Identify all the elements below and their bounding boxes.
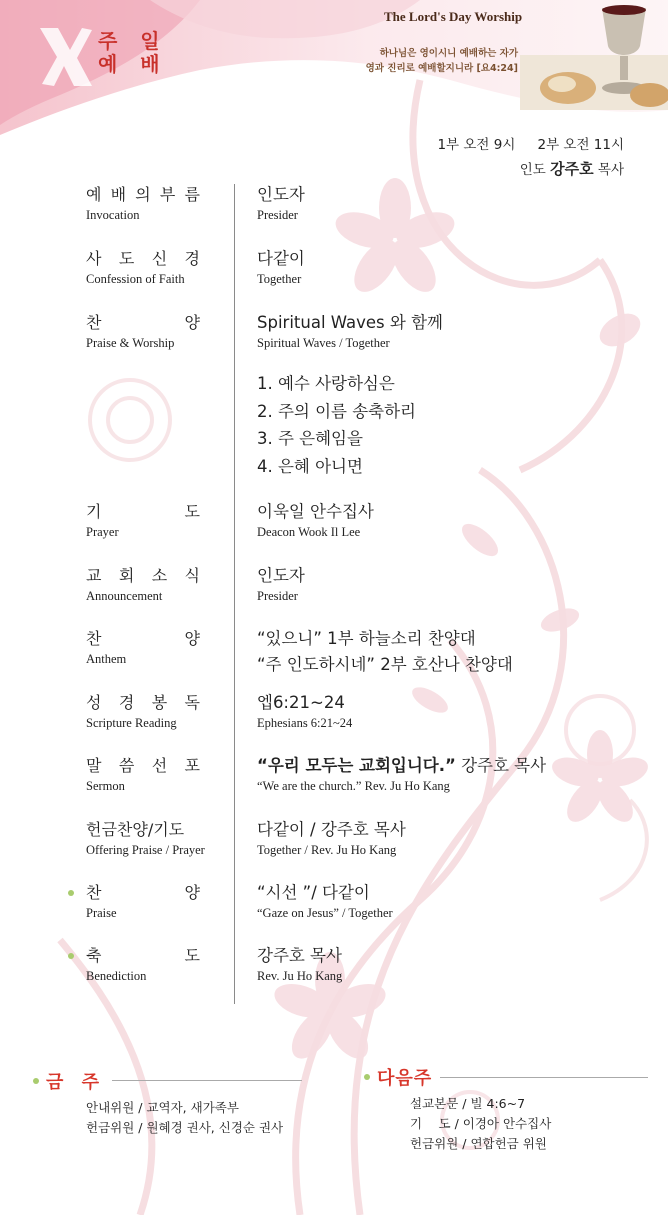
order-content bbox=[257, 692, 657, 732]
english-title: The Lord's Day Worship bbox=[384, 9, 523, 24]
label-char: 사 bbox=[86, 249, 102, 268]
order-label-ko bbox=[86, 565, 200, 587]
label-char: 도 bbox=[118, 249, 135, 268]
order-content bbox=[257, 501, 657, 541]
order-content-sub: Rev. Ju Ho Kang bbox=[257, 969, 343, 983]
order-content-main: 다같이 bbox=[257, 249, 305, 268]
order-label-en: Scripture Reading bbox=[86, 716, 177, 730]
label-char: 소 bbox=[151, 566, 168, 585]
order-content-sub: Spiritual Waves / Together bbox=[257, 336, 390, 350]
order-content bbox=[257, 755, 657, 795]
order-label bbox=[86, 755, 200, 795]
order-label bbox=[86, 184, 200, 224]
label-char: 교 bbox=[86, 566, 102, 585]
this-week-rule bbox=[112, 1080, 302, 1081]
bullet-dot bbox=[364, 1074, 370, 1080]
column-divider bbox=[234, 184, 235, 1004]
label-char: 양 bbox=[184, 629, 200, 648]
order-label bbox=[86, 819, 205, 859]
order-label bbox=[86, 565, 200, 605]
detail-line: 기 도 / 이경아 안수집사 bbox=[410, 1116, 552, 1131]
label-char: 씀 bbox=[118, 756, 135, 775]
song-item: 2. 주의 이름 송축하리 bbox=[257, 401, 416, 421]
leader-prefix: 인도 bbox=[519, 162, 546, 178]
bullet-dot bbox=[68, 890, 74, 896]
order-content-main: 인도자 bbox=[257, 566, 305, 585]
order-label bbox=[86, 692, 200, 732]
label-char: 경 bbox=[118, 693, 135, 712]
label-char: 양 bbox=[184, 883, 200, 902]
order-content-sub: “Gaze on Jesus” / Together bbox=[257, 906, 393, 920]
order-content-main: Spiritual Waves 와 함께 bbox=[257, 313, 443, 332]
order-label-en: Praise & Worship bbox=[86, 336, 175, 350]
order-content bbox=[257, 945, 657, 985]
detail-line: 헌금위원 / 원혜경 권사, 신경순 권사 bbox=[86, 1120, 284, 1135]
order-content-main: 이욱일 안수집사 bbox=[257, 502, 374, 521]
order-content-main: “시선 ”/ 다같이 bbox=[257, 883, 370, 902]
order-label-ko bbox=[86, 692, 200, 714]
order-content-main: 강주호 목사 bbox=[257, 946, 342, 965]
order-content bbox=[257, 882, 657, 922]
label-char: 의 bbox=[135, 185, 151, 204]
next-week-details bbox=[410, 1094, 551, 1154]
label-char: 찬 bbox=[86, 629, 102, 648]
verse-line-2: 영과 진리로 예배할지니라 [요4:24] bbox=[365, 63, 518, 74]
service-times: 1부 오전 9시 2부 오전 11시 bbox=[437, 137, 624, 153]
order-content-sub: Presider bbox=[257, 589, 298, 603]
bullet-dot bbox=[33, 1078, 39, 1084]
leader-line bbox=[390, 157, 624, 182]
label-char: 찬 bbox=[86, 883, 102, 902]
order-content-sub: Presider bbox=[257, 208, 298, 222]
order-label-en: Praise bbox=[86, 906, 117, 920]
service-info bbox=[390, 133, 624, 182]
label-char: 회 bbox=[118, 566, 135, 585]
order-label-ko bbox=[86, 312, 200, 334]
label-char: 경 bbox=[184, 249, 200, 268]
order-label bbox=[86, 882, 200, 922]
label-char: 말 bbox=[86, 756, 102, 775]
order-label bbox=[86, 248, 200, 288]
title-line-1: 주 일 bbox=[98, 29, 168, 53]
order-content-sub: Ephesians 6:21~24 bbox=[257, 716, 353, 730]
label-char: 도 bbox=[184, 502, 200, 521]
order-content-main: 다같이 / 강주호 목사 bbox=[257, 820, 406, 839]
order-label-en: Sermon bbox=[86, 779, 125, 793]
detail-line: 안내위원 / 교역자, 새가족부 bbox=[86, 1100, 239, 1115]
label-char: 헌금찬양/기도 bbox=[86, 820, 185, 839]
order-content bbox=[257, 184, 657, 224]
order-content bbox=[257, 248, 657, 288]
label-char: 독 bbox=[184, 693, 200, 712]
label-char: 름 bbox=[184, 185, 200, 204]
order-label bbox=[86, 312, 200, 352]
order-content-main: “있으니” 1부 하늘소리 찬양대 bbox=[257, 629, 476, 648]
this-week-details bbox=[86, 1098, 283, 1138]
detail-line: 설교본문 / 빌 4:6~7 bbox=[410, 1096, 526, 1111]
verse-line-1: 하나님은 영이시니 예배하는 자가 bbox=[379, 48, 518, 59]
order-content bbox=[257, 628, 657, 676]
leader-name: 강주호 bbox=[550, 160, 594, 178]
order-label-en: Prayer bbox=[86, 525, 119, 539]
order-label-en: Benediction bbox=[86, 969, 147, 983]
label-char: 찬 bbox=[86, 313, 102, 332]
song-item: 4. 은혜 아니면 bbox=[257, 456, 363, 476]
order-content bbox=[257, 819, 657, 859]
order-label-ko bbox=[86, 755, 200, 777]
page-title bbox=[98, 30, 168, 76]
order-content-main bbox=[257, 755, 657, 777]
order-content-sub: “We are the church.” Rev. Ju Ho Kang bbox=[257, 779, 450, 793]
title-line-2: 예 배 bbox=[98, 52, 168, 76]
leader-suffix: 목사 bbox=[597, 162, 624, 178]
order-label-ko bbox=[86, 501, 200, 523]
scripture-verse bbox=[352, 46, 518, 76]
label-char: 배 bbox=[110, 185, 127, 204]
order-content bbox=[257, 565, 657, 605]
song-item: 1. 예수 사랑하심은 bbox=[257, 374, 395, 393]
next-week-rule bbox=[440, 1077, 648, 1078]
order-label-en: Confession of Faith bbox=[86, 272, 185, 286]
label-char: 신 bbox=[151, 249, 168, 268]
order-label-en: Invocation bbox=[86, 208, 140, 222]
order-label bbox=[86, 501, 200, 541]
order-label bbox=[86, 628, 200, 668]
label-char: 봉 bbox=[151, 693, 168, 712]
sermon-speaker: 강주호 목사 bbox=[455, 756, 547, 775]
label-char: 식 bbox=[184, 566, 200, 585]
label-char: 예 bbox=[86, 185, 102, 204]
order-label-ko bbox=[86, 628, 200, 650]
order-label-en: Announcement bbox=[86, 589, 163, 603]
order-label-en: Offering Praise / Prayer bbox=[86, 843, 205, 857]
order-label-en: Anthem bbox=[86, 652, 127, 666]
order-label-ko bbox=[86, 819, 200, 841]
next-week-title: 다음주 bbox=[377, 1068, 433, 1089]
label-char: 부 bbox=[159, 185, 176, 204]
label-char: 기 bbox=[86, 502, 102, 521]
order-label-ko bbox=[86, 945, 200, 967]
label-char: 도 bbox=[184, 946, 200, 965]
order-label-ko bbox=[86, 184, 200, 206]
this-week-title: 금 주 bbox=[46, 1072, 106, 1093]
sermon-title: “우리 모두는 교회입니다.” bbox=[257, 756, 456, 775]
order-label bbox=[86, 945, 200, 985]
order-content-sub: Deacon Wook Il Lee bbox=[257, 525, 361, 539]
song-item: 3. 주 은혜임을 bbox=[257, 429, 363, 448]
label-char: 양 bbox=[184, 313, 200, 332]
bullet-dot bbox=[68, 953, 74, 959]
order-label-ko bbox=[86, 248, 200, 270]
order-label-ko bbox=[86, 882, 200, 904]
order-content-main: 인도자 bbox=[257, 185, 305, 204]
label-char: 성 bbox=[86, 693, 102, 712]
order-content-sub: Together bbox=[257, 272, 302, 286]
order-content bbox=[257, 312, 657, 352]
detail-line: 헌금위원 / 연합헌금 위원 bbox=[410, 1136, 547, 1151]
label-char: 선 bbox=[151, 756, 168, 775]
order-content-sub: Together / Rev. Ju Ho Kang bbox=[257, 843, 397, 857]
song-list bbox=[257, 370, 416, 480]
order-content-main-2: “주 인도하시네” 2부 호산나 찬양대 bbox=[257, 655, 513, 674]
label-char: 축 bbox=[86, 946, 102, 965]
order-content-main: 엡6:21~24 bbox=[257, 693, 345, 712]
label-char: 포 bbox=[184, 756, 200, 775]
